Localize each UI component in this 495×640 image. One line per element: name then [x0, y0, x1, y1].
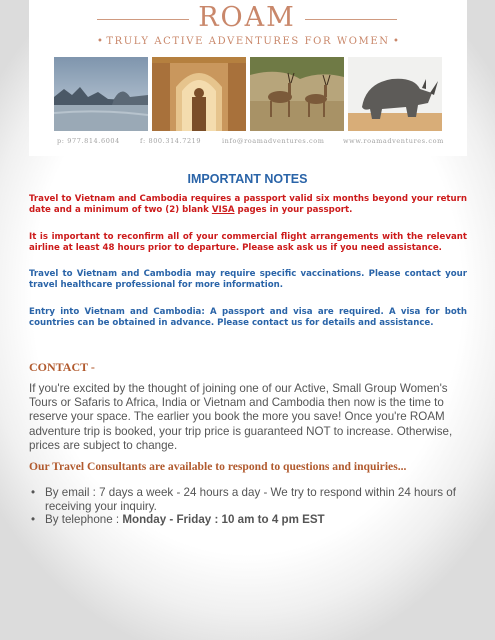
visa-underlined: VISA: [211, 205, 235, 215]
passport-note: [29, 194, 467, 216]
consultants-heading: Our Travel Consultants are available to respond to questions and inquiries...: [29, 460, 407, 473]
rhino-photo: [348, 57, 442, 131]
reconfirm-note: It is important to reconfirm all of your commercial flight arrangements with the relevant airline at least 48 hours prior to departure. Please ask ask us if you need assistance.: [29, 232, 467, 253]
important-notes-title: IMPORTANT NOTES: [187, 172, 308, 186]
logo-rule-right: [305, 19, 397, 20]
bullet-mark: •: [31, 513, 36, 527]
vaccinations-note: Travel to Vietnam and Cambodia may require specific vaccinations. Please contact your travel healthcare professional for more information.: [29, 269, 467, 290]
africa-antelope-photo: [250, 57, 344, 131]
letterhead-fax: f: 800.314.7219: [140, 137, 202, 145]
passport-note-text-start: Travel to Vietnam and Cambodia requires a passport valid six months beyond your return date and a minimum of two (2) blank: [29, 194, 467, 215]
logo-row: [29, 0, 467, 38]
phone-bullet-label: By telephone :: [45, 513, 123, 527]
india-arch-photo: [152, 57, 246, 131]
email-bullet-text: By email : 7 days a week - 24 hours a day - We try to respond within 24 hours of receiving your inquiry.: [45, 486, 456, 513]
roam-logo: ROAM: [198, 2, 296, 33]
entry-note: Entry into Vietnam and Cambodia: A passport and visa are required. A visa for both countries can be obtained in advance. Please contact us for details and assistance.: [29, 307, 467, 328]
letterhead-contact-strip: [29, 137, 467, 149]
letterhead-phone: p: 977.814.6004: [57, 137, 120, 145]
contact-heading: CONTACT -: [29, 360, 95, 374]
logo-rule-left: [97, 19, 189, 20]
passport-note-text-end: pages in your passport.: [234, 205, 353, 215]
letterhead-website[interactable]: www.roamadventures.com: [343, 137, 444, 145]
vietnam-bay-photo: [54, 57, 148, 131]
letterhead-email[interactable]: info@roamadventures.com: [222, 137, 325, 145]
tagline-dot-left: •: [97, 36, 105, 47]
photo-strip: [54, 57, 442, 131]
tagline-row: [29, 36, 467, 50]
email-bullet: [29, 486, 459, 513]
contact-bullets: [29, 486, 459, 527]
bullet-mark: •: [31, 486, 36, 499]
tagline: TRULY ACTIVE ADVENTURES FOR WOMEN: [106, 36, 390, 47]
contact-paragraph: If you're excited by the thought of joining one of our Active, Small Group Women's Tours or Safaris to Africa, India or Vietnam and Cambodia then now is the time to reserve your space. The earlier you book the more you save! Once you're ROAM adventure trip is booked, your trip price is guaranteed NOT to increase. Otherwise, prices are subject to change.: [29, 382, 453, 452]
phone-hours: Monday - Friday : 10 am to 4 pm EST: [122, 513, 325, 527]
letterhead: [29, 0, 467, 156]
phone-bullet: [29, 513, 459, 527]
tagline-dot-right: •: [393, 36, 401, 47]
